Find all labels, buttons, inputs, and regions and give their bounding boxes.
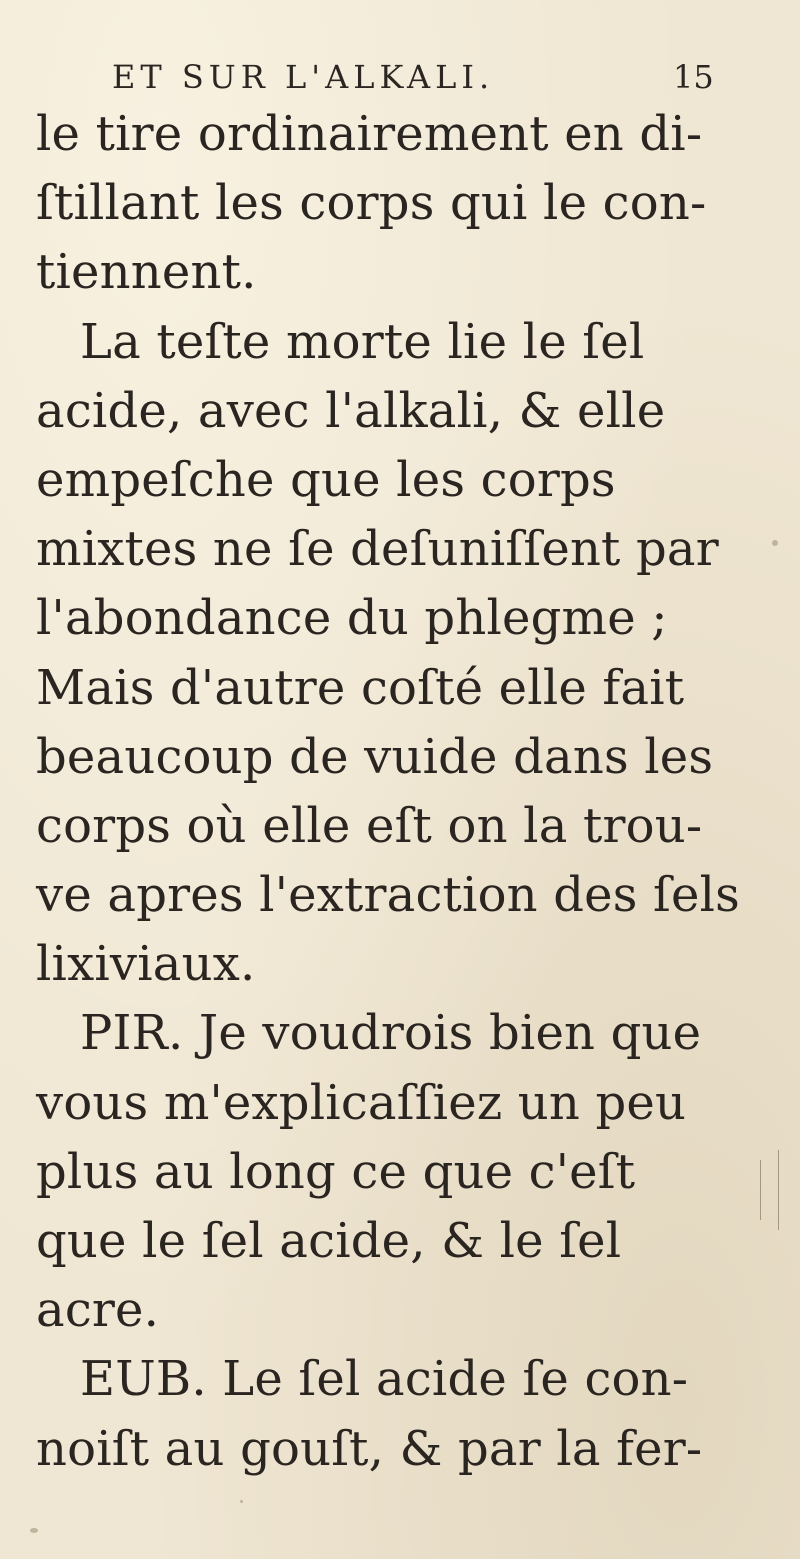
text-line: EUB. Le ſel acide ſe con- [80, 1351, 689, 1408]
text-line: plus au long ce que c'eſt [36, 1143, 636, 1200]
text-line: tiennent. [36, 244, 257, 301]
text-line: beaucoup de vuide dans les [36, 728, 714, 785]
text-line: acre. [36, 1282, 160, 1339]
paper-speck [30, 1528, 38, 1533]
text-line: que le ſel acide, & le ſel [36, 1213, 622, 1269]
text-line: La teſte morte lie le ſel [80, 313, 645, 370]
running-title: ET SUR L'ALKALI. [112, 58, 495, 96]
text-line: l'abondance du phlegme ; [36, 590, 668, 647]
text-line: ſtillant les corps qui le con- [36, 175, 707, 232]
text-line: noiſt au gouſt, & par la fer- [36, 1420, 703, 1477]
text-line: Mais d'autre coſté elle fait [36, 659, 685, 716]
body-text [36, 100, 776, 1484]
text-line: PIR. Je voudrois bien que [80, 1005, 702, 1062]
text-line: le tire ordinairement en di- [36, 106, 703, 162]
text-line: vous m'explicaſſiez un peu [36, 1074, 687, 1131]
margin-mark [778, 1150, 779, 1230]
text-line: corps où elle eſt on la trou- [36, 797, 703, 854]
text-line: ve apres l'extraction des ſels [36, 867, 741, 924]
paper-speck [240, 1500, 243, 1503]
page-number: 15 [673, 58, 714, 96]
text-line: empeſche que les corps [36, 451, 616, 508]
text-line: mixtes ne ſe deſuniſſent par [36, 521, 719, 578]
text-line: acide, avec l'alkali, & elle [36, 382, 666, 439]
paper-speck [98, 1440, 105, 1444]
text-line: lixiviaux. [36, 936, 256, 993]
margin-mark [760, 1160, 761, 1220]
paper-speck [772, 540, 778, 546]
